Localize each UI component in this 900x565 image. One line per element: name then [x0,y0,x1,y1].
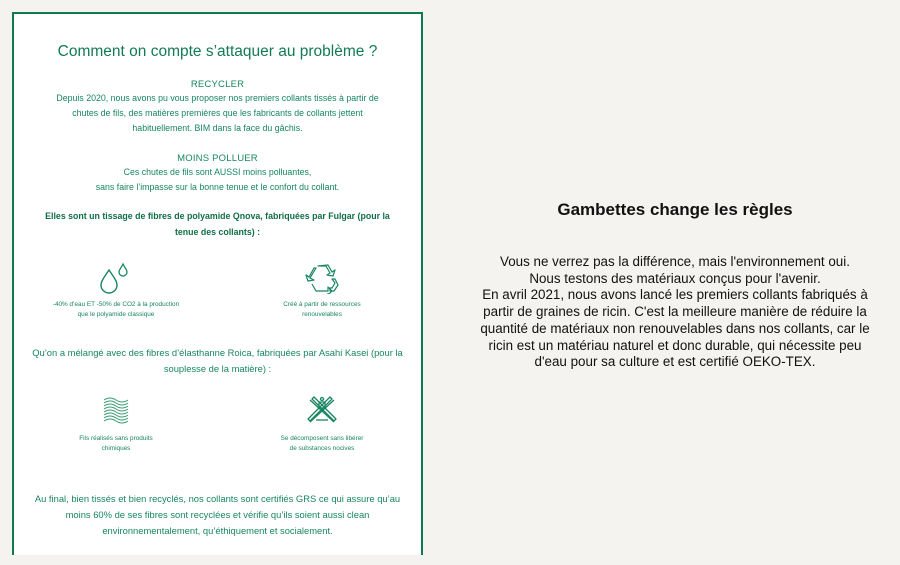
recycler-line: chutes de fils, des matières premières que les fabricants de collants jettent [72,108,363,118]
qnova-statement [24,208,411,240]
moins-polluer-line: Ces chutes de fils sont AUSSI moins polluantes, [123,167,312,177]
fibers-waves-icon [96,394,136,428]
body-line: En avril 2021, nous avons lancé les premiers collants fabriqués à [482,287,868,303]
body-line: Vous ne verrez pas la différence, mais l'environnement oui. [500,254,850,269]
feature-caption: renouvelables [302,311,342,318]
conclusion-line: Au final, bien tissés et bien recyclés, nos collants sont certifiés GRS ce qui assure qu’au [34,493,401,504]
feature-caption: Se décomposent sans libérer [280,435,364,442]
moins-polluer-line: sans faire l’impasse sur la bonne tenue et le confort du collant. [95,182,340,192]
recycler-line: habituellement. BIM dans la face du gâchis. [132,123,303,133]
roica-line: Qu’on a mélangé avec des fibres d’élasthanne Roica, fabriquées par Asahi Kasei (pour la [32,347,403,358]
feature-water [26,262,206,320]
feature-caption: -40% d’eau ET -50% de CO2 à la production [52,301,180,308]
feature-caption: chimiques [101,445,131,452]
feature-caption: que le polyamide classique [77,311,155,318]
conclusion-paragraph [24,491,411,539]
no-chemicals-icon [302,394,342,428]
card-title: Comment on compte s’attaquer au problème ? [57,43,378,60]
feature-caption: Créé à partir de ressources [283,301,361,308]
section-title: Gambettes change les règles [557,200,793,219]
feature-caption: Fils réalisés sans produits [79,435,153,442]
recycle-icon [302,262,342,294]
conclusion-line: moins 60% de ses fibres sont recyclées et vérifie qu’ils soient aussi clean [65,509,370,520]
roica-statement [24,345,411,377]
water-drops-icon [96,262,136,294]
body-line: Nous testons des matériaux conçus pour l'avenir. [529,270,821,286]
feature-no-chemicals [26,394,206,454]
section-body [470,254,880,371]
section-moins-polluer [24,153,411,195]
roica-line: souplesse de la matière) : [163,363,272,374]
body-line: quantité de matériaux non renouvelables dans nos collants, car le [480,320,870,336]
feature-renewable [232,262,412,320]
section-recycler [24,79,411,136]
sustainability-card [12,12,423,555]
body-line: ricin est un matériau naturel et donc durable, qui nécessite peu [488,337,862,353]
qnova-line: tenue des collants) : [174,227,261,237]
section-heading-moins-polluer: MOINS POLLUER [177,153,258,164]
qnova-line: Elles sont un tissage de fibres de polyamide Qnova, fabriquées par Fulgar (pour la [45,211,390,221]
feature-caption: de substances nocives [289,445,355,452]
section-heading-recycler: RECYCLER [190,79,245,90]
conclusion-line: environnementalement, qu’éthiquement et socialement. [102,525,333,536]
body-line: d'eau pour sa culture et est certifié OEKO-TEX. [534,354,816,370]
recycler-line: Depuis 2020, nous avons pu vous proposer nos premiers collants tissés à partir de [56,93,379,103]
body-line: partir de graines de ricin. C'est la meilleure manière de réduire la [483,304,867,320]
feature-decompose [232,394,412,454]
